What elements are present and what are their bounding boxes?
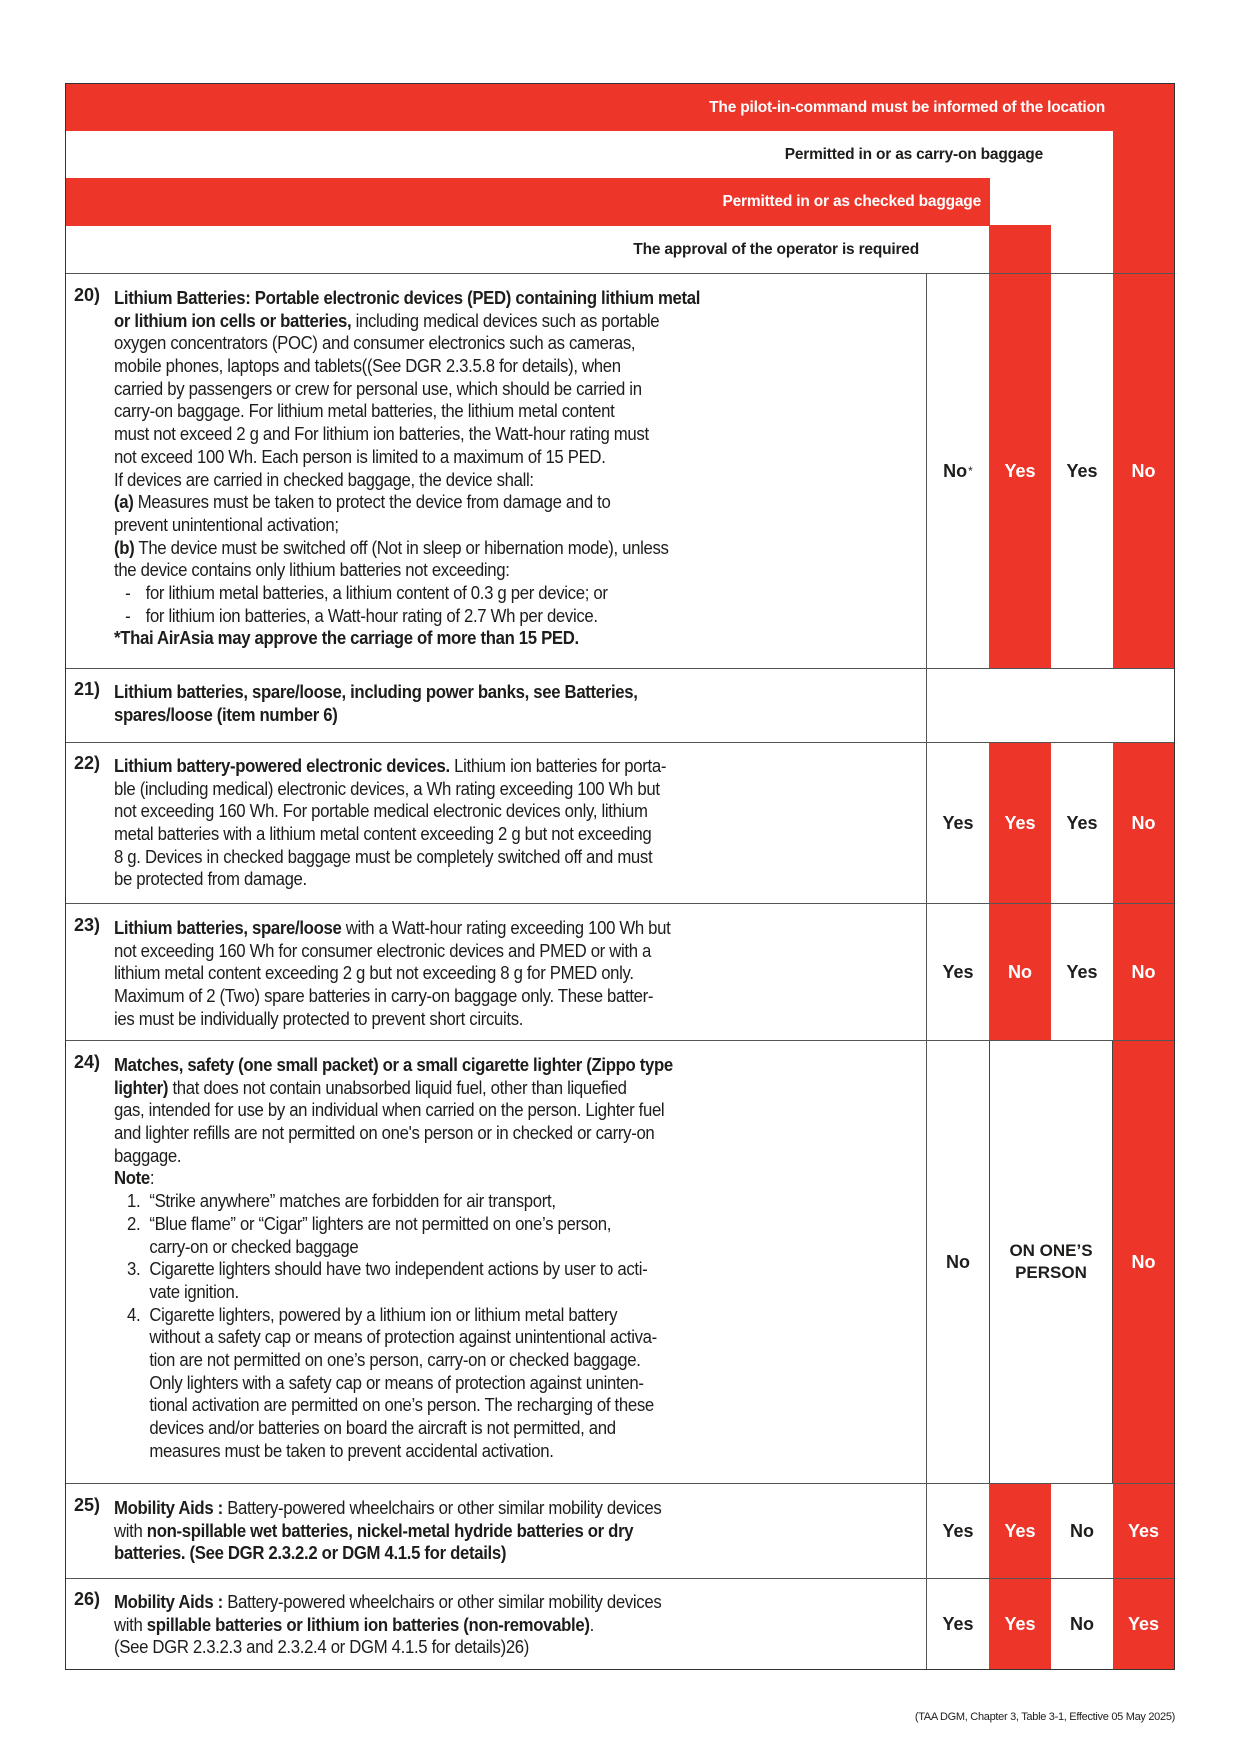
description-line xyxy=(114,582,864,605)
pilot-informed-cell xyxy=(1113,1579,1174,1669)
description-line xyxy=(114,800,864,823)
carry-on-cell xyxy=(1051,1579,1113,1669)
on-persons-label: ON ONE’S PERSON xyxy=(1009,1241,1093,1282)
description-line xyxy=(114,1542,864,1565)
text: mobile phones, laptops and tablets((See DGR 2.3.5.8 for details), when xyxy=(114,356,621,377)
item-description-cell xyxy=(66,1579,927,1669)
description-line xyxy=(114,1614,864,1637)
list-number: 4. xyxy=(127,1304,141,1325)
text: for lithium metal batteries, a lithium content of 0.3 g per device; or xyxy=(145,582,608,603)
text: devices and/or batteries on board the aircraft is not permitted, and xyxy=(149,1418,616,1438)
checked-baggage-cell-value: Yes xyxy=(1004,1520,1036,1541)
bold-text: non-spillable wet batteries, nickel-metal hydride batteries or dry xyxy=(146,1520,634,1541)
checked-baggage-cell xyxy=(989,743,1051,903)
description-line xyxy=(114,605,864,628)
bold-text: Lithium Batteries: Portable electronic devices (PED) containing lithium metal xyxy=(114,288,701,308)
text: be protected from damage. xyxy=(114,869,307,890)
text: carried by passengers or crew for personal use, which should be carried in xyxy=(114,378,642,399)
text: not exceed 100 Wh. Each person is limited to a maximum of 15 PED. xyxy=(114,446,606,467)
checked-baggage-cell xyxy=(989,1484,1051,1578)
description-line xyxy=(114,378,864,401)
list-number: 3. xyxy=(127,1259,141,1280)
text: prevent unintentional activation; xyxy=(114,514,339,535)
list-number: 1. xyxy=(127,1191,141,1212)
table-row xyxy=(66,668,1174,742)
description-line xyxy=(114,681,864,704)
pilot-informed-cell-value: No xyxy=(1131,1251,1156,1272)
pilot-informed-cell xyxy=(1113,274,1174,668)
text: that does not contain unabsorbed liquid fuel, other than liquefied xyxy=(168,1077,627,1098)
checked-baggage-cell xyxy=(989,274,1051,668)
description-line xyxy=(114,1145,864,1168)
checked-baggage-cell-value: Yes xyxy=(1004,812,1036,833)
pilot-informed-cell xyxy=(1113,1484,1174,1578)
text: : xyxy=(149,1168,155,1189)
bold-text: Lithium batteries, spare/loose xyxy=(114,918,342,938)
operator-approval-cell xyxy=(927,1484,989,1578)
header-operator-approval-label: The approval of the operator is required xyxy=(633,241,919,258)
text: not exceeding 160 Wh. For portable medical electronic devices only, lithium xyxy=(114,801,648,822)
description-line xyxy=(114,704,864,727)
carry-on-cell-value: Yes xyxy=(1066,961,1098,982)
pilot-informed-cell-value: Yes xyxy=(1127,1613,1160,1634)
description-line xyxy=(114,287,864,310)
description-line xyxy=(114,1372,864,1395)
description-line xyxy=(114,627,864,650)
description-line xyxy=(114,423,864,446)
description-line xyxy=(114,1349,864,1372)
header-pilot-informed-label: The pilot-in-command must be informed of the location xyxy=(709,99,1105,116)
item-description-cell xyxy=(66,669,927,742)
operator-approval-cell-value: No xyxy=(946,1251,970,1272)
text: The device must be switched off (Not in sleep or hibernation mode), unless xyxy=(134,537,669,558)
pilot-informed-cell-value: No xyxy=(1131,961,1156,982)
operator-approval-cell xyxy=(927,274,989,668)
description-line xyxy=(114,1636,864,1659)
text: Lithium ion batteries for porta- xyxy=(449,756,667,776)
operator-approval-cell-value: Yes xyxy=(942,1520,974,1541)
item-description-cell xyxy=(66,904,927,1040)
text: including medical devices such as portable xyxy=(351,310,660,331)
bold-text: batteries. (See DGR 2.3.2.2 or DGM 4.1.5 for details) xyxy=(114,1543,507,1564)
carry-on-cell-value: No xyxy=(1070,1613,1094,1634)
text: Battery-powered wheelchairs or other similar mobility devices xyxy=(222,1592,662,1612)
description-line xyxy=(114,962,864,985)
description-line xyxy=(114,1591,864,1614)
description-line xyxy=(114,868,864,891)
description-line xyxy=(114,1190,864,1213)
text: carry-on or checked baggage xyxy=(149,1236,359,1257)
text: . xyxy=(589,1614,594,1635)
operator-approval-cell-value: No xyxy=(943,460,968,481)
operator-approval-cell-value: Yes xyxy=(942,812,974,833)
text: Measures must be taken to protect the device from damage and to xyxy=(133,492,611,513)
bold-text: Lithium battery-powered electronic devices. xyxy=(114,756,450,776)
description-line xyxy=(114,1122,864,1145)
table-row xyxy=(66,273,1174,668)
item-description-cell xyxy=(66,743,927,903)
item-description xyxy=(114,287,864,650)
bullet-dash: - xyxy=(125,605,131,626)
header-pilot-informed xyxy=(66,84,1114,131)
item-description xyxy=(114,755,864,891)
carry-on-cell-value: No xyxy=(1070,1520,1094,1541)
carry-on-cell xyxy=(1051,274,1113,668)
bold-text: spares/loose (item number 6) xyxy=(114,704,338,725)
text: ble (including medical) electronic devices, a Wh rating exceeding 100 Wh but xyxy=(114,778,660,799)
carry-on-cell xyxy=(1051,743,1113,903)
asterisk-note-marker: * xyxy=(968,464,973,478)
item-number: 26) xyxy=(74,1589,101,1609)
text: lithium metal content exceeding 2 g but not exceeding 8 g for PMED only. xyxy=(114,963,634,984)
table-row xyxy=(66,1040,1174,1483)
item-number: 24) xyxy=(74,1052,101,1072)
pilot-informed-cell-value: No xyxy=(1131,460,1156,481)
description-line xyxy=(114,778,864,801)
text: tional activation are permitted on one’s person. The recharging of these xyxy=(149,1395,654,1416)
text: baggage. xyxy=(114,1145,182,1166)
description-line xyxy=(114,1497,864,1520)
description-line xyxy=(114,1213,864,1236)
description-line xyxy=(114,846,864,869)
description-line xyxy=(114,332,864,355)
header-checked xyxy=(66,178,990,226)
pilot-informed-cell xyxy=(1113,1041,1174,1483)
description-line xyxy=(114,1258,864,1281)
text: metal batteries with a lithium metal content exceeding 2 g but not exceeding xyxy=(114,824,652,845)
text: 8 g. Devices in checked baggage must be completely switched off and must xyxy=(114,846,653,867)
bold-text: Mobility Aids : xyxy=(114,1498,223,1518)
text: with xyxy=(114,1520,147,1541)
description-line xyxy=(114,1054,864,1077)
bold-text: (a) xyxy=(114,492,134,513)
bold-text: spillable batteries or lithium ion batteries (non-removable) xyxy=(146,1614,590,1635)
checked-baggage-cell xyxy=(989,1579,1051,1669)
text: “Strike anywhere” matches are forbidden for air transport, xyxy=(149,1191,556,1212)
pilot-informed-cell-value: No xyxy=(1131,812,1156,833)
header-carry-on xyxy=(66,131,1052,178)
description-line xyxy=(114,1099,864,1122)
description-line xyxy=(114,491,864,514)
text: not exceeding 160 Wh for consumer electronic devices and PMED or with a xyxy=(114,940,652,961)
description-line xyxy=(114,1394,864,1417)
item-number: 22) xyxy=(74,753,101,773)
operator-approval-cell xyxy=(927,1041,989,1483)
item-number: 21) xyxy=(74,679,101,699)
item-description xyxy=(114,917,864,1030)
checked-baggage-cell xyxy=(989,904,1051,1040)
item-description xyxy=(114,1054,864,1462)
text: (See DGR 2.3.2.3 and 2.3.2.4 or DGM 4.1.5 for details)26) xyxy=(114,1637,530,1658)
item-number: 25) xyxy=(74,1495,101,1515)
pilot-informed-cell xyxy=(1113,904,1174,1040)
text: without a safety cap or means of protection against unintentional activa- xyxy=(149,1327,657,1348)
pilot-informed-cell-value: Yes xyxy=(1127,1520,1160,1541)
description-line xyxy=(114,400,864,423)
header-checked-label: Permitted in or as checked baggage xyxy=(722,193,981,210)
text: and lighter refills are not permitted on one's person or in checked or carry-on xyxy=(114,1123,655,1144)
text: ies must be individually protected to prevent short circuits. xyxy=(114,1008,524,1029)
checked-baggage-cell-value: Yes xyxy=(1004,460,1036,481)
description-line xyxy=(114,537,864,560)
description-line xyxy=(114,755,864,778)
text: Maximum of 2 (Two) spare batteries in carry-on baggage only. These batter- xyxy=(114,986,654,1007)
pilot-informed-cell xyxy=(1113,743,1174,903)
description-line xyxy=(114,917,864,940)
bullet-dash: - xyxy=(125,582,131,603)
checked-baggage-cell-value: Yes xyxy=(1004,1613,1036,1634)
text: measures must be taken to prevent accidental activation. xyxy=(149,1440,554,1461)
item-number: 23) xyxy=(74,915,101,935)
description-line xyxy=(114,1520,864,1543)
description-line xyxy=(114,446,864,469)
text: “Blue flame” or “Cigar” lighters are not permitted on one’s person, xyxy=(149,1213,612,1234)
description-line xyxy=(114,1440,864,1463)
item-description xyxy=(114,1497,864,1565)
item-description xyxy=(114,681,864,726)
bold-text: Matches, safety (one small packet) or a small cigarette lighter (Zippo type xyxy=(114,1055,673,1075)
bold-text: lighter) xyxy=(114,1077,169,1098)
item-description-cell xyxy=(66,1041,927,1483)
footer-citation: (TAA DGM, Chapter 3, Table 3-1, Effective 05 May 2025) xyxy=(914,1711,1175,1723)
item-description xyxy=(114,1591,864,1659)
item-description-cell xyxy=(66,1484,927,1578)
table-row xyxy=(66,1578,1174,1669)
description-line xyxy=(114,310,864,333)
on-persons-merged-cell xyxy=(989,1041,1113,1483)
description-line xyxy=(114,1008,864,1031)
list-number: 2. xyxy=(127,1213,141,1234)
description-line xyxy=(114,1417,864,1440)
bold-text: or lithium ion cells or batteries, xyxy=(114,310,352,331)
header-carry-on-label: Permitted in or as carry-on baggage xyxy=(784,146,1043,163)
text: the device contains only lithium batteries not exceeding: xyxy=(114,560,510,581)
description-line xyxy=(114,355,864,378)
text: with a Watt-hour rating exceeding 100 Wh but xyxy=(341,918,671,938)
text: Battery-powered wheelchairs or other similar mobility devices xyxy=(222,1498,662,1518)
dangerous-goods-table xyxy=(65,83,1175,1670)
carry-on-cell-value: Yes xyxy=(1066,460,1098,481)
description-line xyxy=(114,1077,864,1100)
text: vate ignition. xyxy=(149,1281,239,1302)
checked-baggage-cell-value: No xyxy=(1008,961,1032,982)
text: Cigarette lighters, powered by a lithium ion or lithium metal battery xyxy=(149,1304,618,1325)
bold-text: (b) xyxy=(114,537,135,558)
text: must not exceed 2 g and For lithium ion batteries, the Watt-hour rating must xyxy=(114,424,649,445)
item-number: 20) xyxy=(74,285,101,305)
description-line xyxy=(114,1236,864,1259)
description-line xyxy=(114,940,864,963)
item-description-cell xyxy=(66,274,927,668)
text: carry-on baggage. For lithium metal batteries, the lithium metal content xyxy=(114,401,615,422)
description-line xyxy=(114,823,864,846)
text: for lithium ion batteries, a Watt-hour rating of 2.7 Wh per device. xyxy=(145,605,598,626)
bold-text: Mobility Aids : xyxy=(114,1592,223,1612)
bold-text: Note xyxy=(114,1168,150,1189)
text: tion are not permitted on one’s person, carry-on or checked baggage. xyxy=(149,1349,641,1370)
carry-on-cell xyxy=(1051,904,1113,1040)
operator-approval-cell-value: Yes xyxy=(942,961,974,982)
description-line xyxy=(114,1281,864,1304)
carry-on-cell-value: Yes xyxy=(1066,812,1098,833)
description-line xyxy=(114,559,864,582)
carry-on-cell xyxy=(1051,1484,1113,1578)
operator-approval-cell xyxy=(927,1579,989,1669)
text: If devices are carried in checked baggage, the device shall: xyxy=(114,469,534,490)
text: gas, intended for use by an individual when carried on the person. Lighter fuel xyxy=(114,1100,665,1121)
description-line xyxy=(114,985,864,1008)
text: oxygen concentrators (POC) and consumer electronics such as cameras, xyxy=(114,333,636,354)
answer-cells-blank xyxy=(927,669,1174,742)
bold-text: *Thai AirAsia may approve the carriage of more than 15 PED. xyxy=(114,628,579,649)
table-row xyxy=(66,742,1174,903)
description-line xyxy=(114,469,864,492)
text: with xyxy=(114,1614,147,1635)
table-row xyxy=(66,1483,1174,1578)
description-line xyxy=(114,514,864,537)
description-line xyxy=(114,1167,864,1190)
bold-text: Lithium batteries, spare/loose, including power banks, see Batteries, xyxy=(114,682,638,702)
text: Cigarette lighters should have two independent actions by user to acti- xyxy=(149,1259,648,1280)
operator-approval-cell xyxy=(927,904,989,1040)
description-line xyxy=(114,1304,864,1327)
text: Only lighters with a safety cap or means of protection against uninten- xyxy=(149,1372,644,1393)
operator-approval-cell xyxy=(927,743,989,903)
operator-approval-cell-value: Yes xyxy=(942,1613,974,1634)
description-line xyxy=(114,1326,864,1349)
table-row xyxy=(66,903,1174,1040)
